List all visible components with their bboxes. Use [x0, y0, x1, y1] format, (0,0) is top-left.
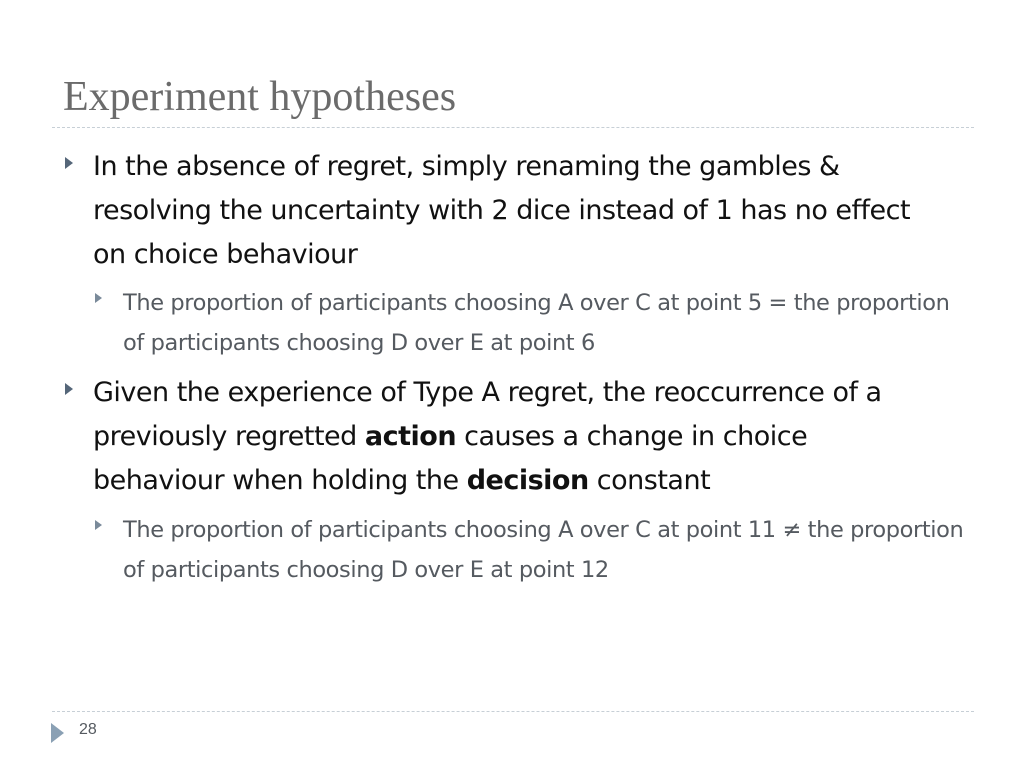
footer-triangle-icon [51, 723, 64, 743]
triangle-right-icon [95, 520, 102, 530]
bullet-item [65, 145, 945, 277]
page-number: 28 [79, 721, 97, 738]
slide-title: Experiment hypotheses [63, 74, 457, 120]
emphasis-action: action [364, 421, 457, 452]
bullet-text: Given the experience of Type A regret, the reoccurrence of a previously regretted action causes a change in choice behaviour when holding the decision constant [93, 377, 882, 496]
title-divider [52, 127, 974, 128]
sub-bullet-item [95, 510, 965, 590]
sub-bullet-text: The proportion of participants choosing A over C at point 11 ≠ the proportion of participants choosing D over E at point 12 [123, 517, 964, 583]
triangle-right-icon [65, 383, 73, 395]
footer-divider [52, 711, 974, 712]
sub-bullet-text: The proportion of participants choosing A over C at point 5 = the proportion of participants choosing D over E at point 6 [123, 290, 950, 356]
bullet-item [65, 371, 945, 503]
sub-bullet-item [95, 283, 965, 363]
emphasis-decision: decision [466, 465, 589, 496]
bullet-text: In the absence of regret, simply renaming the gambles & resolving the uncertainty with 2 dice instead of 1 has no effect on choice behaviour [93, 151, 911, 270]
triangle-right-icon [65, 157, 73, 169]
triangle-right-icon [95, 293, 102, 303]
